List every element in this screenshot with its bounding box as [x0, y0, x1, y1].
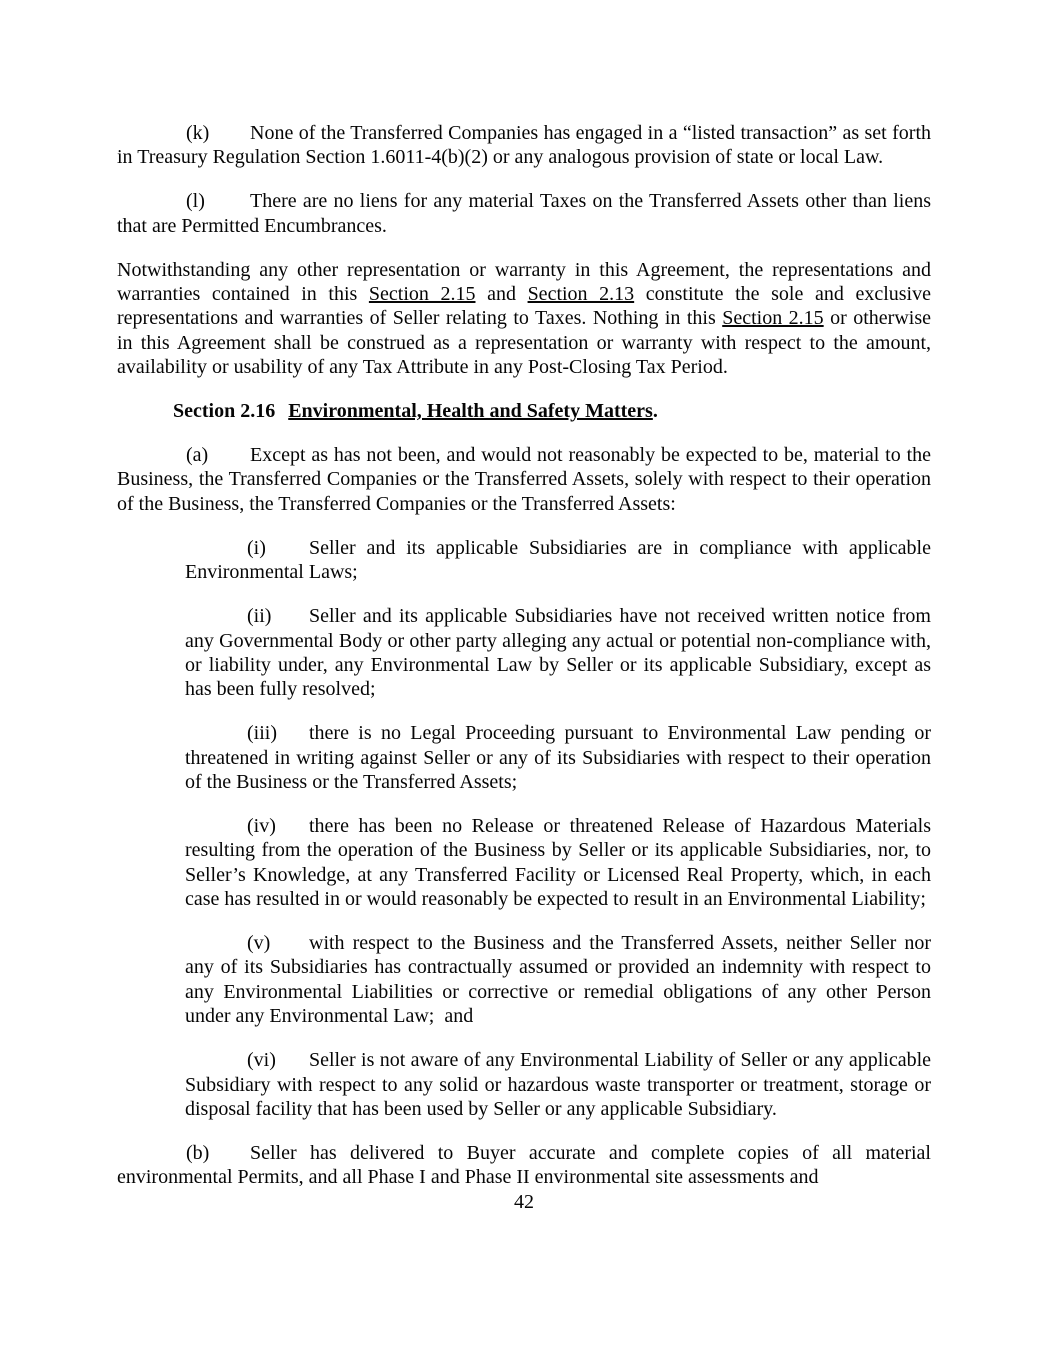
paragraph-item-v	[185, 931, 931, 1029]
item-vi-text: Seller is not aware of any Environmental Liability of Seller or any applicable Subsidiary with respect to any solid or hazardous waste transporter or treatment, storage or disposal facility that has been used by Seller or any applicable Subsidiary.	[185, 1049, 931, 1120]
paragraph-k	[117, 121, 931, 170]
clause-b-label: (b)	[186, 1141, 210, 1164]
item-iv-label: (iv)	[247, 814, 276, 837]
clause-a-label: (a)	[186, 444, 209, 467]
item-ii-text: Seller and its applicable Subsidiaries have not received written notice from any Governmental Body or other party alleging any actual or potential non-compliance with, or liability under, any Environmental Law by Seller or its applicable Subsidiary, except as has been fully resolved;	[185, 605, 931, 701]
item-iv-text: there has been no Release or threatened Release of Hazardous Materials resulting from the operation of the Business by Seller or its applicable Subsidiaries, nor, to Seller’s Knowledge, at any Transferred Facility or Licensed Real Property, which, in each case has resulted in or would reasonably be expected to result in an Environmental Liability;	[185, 814, 931, 911]
item-ii-label: (ii)	[247, 605, 272, 628]
paragraph-item-vi	[185, 1048, 931, 1121]
clause-l-label: (l)	[186, 190, 205, 213]
paragraph-item-iii	[185, 721, 931, 794]
section-2-15-reference: Section 2.15	[368, 283, 476, 306]
paragraph-a	[117, 443, 931, 516]
document-body	[117, 121, 931, 1214]
section-2-16-number: Section 2.16	[173, 400, 276, 423]
section-2-16-period: .	[652, 400, 658, 423]
page-number: 42	[514, 1190, 534, 1213]
item-iii-label: (iii)	[247, 722, 277, 745]
clause-l-text: There are no liens for any material Taxes on the Transferred Assets other than liens that are Permitted Encumbrances.	[117, 190, 931, 237]
notwithstanding-seg2: and	[475, 283, 528, 306]
paragraph-notwithstanding	[117, 258, 931, 380]
paragraph-item-ii	[185, 604, 931, 702]
section-2-16-heading	[117, 399, 931, 423]
item-v-label: (v)	[247, 932, 271, 955]
paragraph-l	[117, 189, 931, 238]
item-i-label: (i)	[247, 536, 266, 559]
item-v-text: with respect to the Business and the Transferred Assets, neither Seller nor any of its Subsidiaries has contractually assumed or provided an indemnity with respect to any Environmental Liabilities or corrective or remedial obligations of any other Person under any Environmental Law; and	[185, 932, 931, 1028]
clause-k-label: (k)	[186, 122, 210, 144]
clause-b-text: Seller has delivered to Buyer accurate and complete copies of all material environmental Permits, and all Phase I and Phase II environmental site assessments and	[117, 1141, 931, 1189]
section-2-15-reference-2: Section 2.15	[722, 307, 824, 330]
paragraph-item-iv	[185, 814, 931, 912]
section-2-13-reference: Section 2.13	[527, 283, 635, 306]
item-vi-label: (vi)	[247, 1049, 276, 1072]
item-i-text: Seller and its applicable Subsidiaries are in compliance with applicable Environmental Laws;	[185, 536, 931, 584]
clause-a-text: Except as has not been, and would not reasonably be expected to be, material to the Business, the Transferred Companies or the Transferred Assets, solely with respect to their operation of the Business, the Transferred Companies or the Transferred Assets:	[117, 444, 931, 515]
notwithstanding-seg4: or otherwise in this Agreement shall be construed as a representation or warranty with respect to the amount, availability or usability of any Tax Attribute in any Post-Closing Tax Period.	[117, 307, 931, 379]
section-2-16-title: Environmental, Health and Safety Matters	[288, 400, 653, 423]
notwithstanding-seg3: constitute the sole and exclusive representations and warranties of Seller relating to Taxes. Nothing in this	[117, 283, 931, 330]
paragraph-item-i	[185, 536, 931, 585]
notwithstanding-seg1: Notwithstanding any other representation or warranty in this Agreement, the representations and warranties contained in this	[117, 258, 931, 306]
item-iii-text: there is no Legal Proceeding pursuant to Environmental Law pending or threatened in writing against Seller or any of its Subsidiaries with respect to their operation of the Business or the Transferred Assets;	[185, 722, 931, 794]
clause-k-text: None of the Transferred Companies has engaged in a “listed transaction” as set forth in Treasury Regulation Section 1.6011-4(b)(2) or any analogous provision of state or local Law.	[117, 122, 931, 169]
paragraph-b	[117, 1141, 931, 1190]
